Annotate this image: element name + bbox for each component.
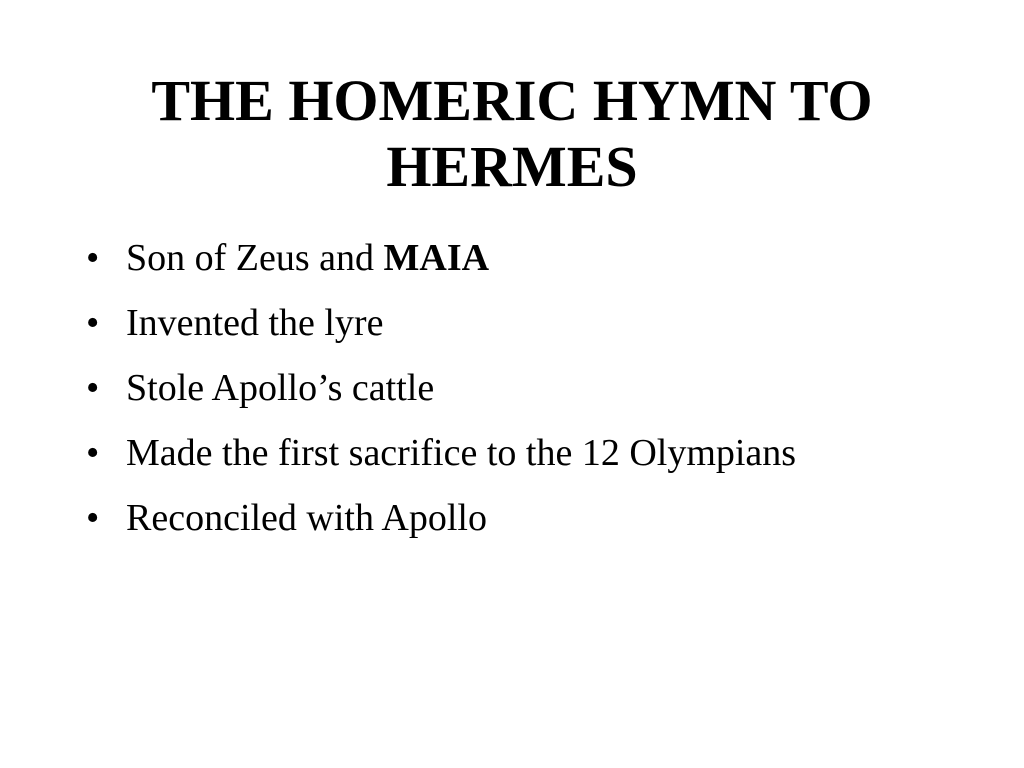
bullet-item-cattle	[86, 356, 986, 421]
bullet-text: Made the first sacrifice to the 12 Olympians	[126, 432, 797, 474]
bullet-item-lyre	[86, 291, 986, 356]
bullet-icon: •	[86, 497, 100, 539]
bullet-list	[86, 226, 986, 551]
bullet-icon: •	[86, 302, 100, 344]
bullet-item-reconciled	[86, 486, 986, 551]
bullet-text: Stole Apollo’s cattle	[126, 367, 435, 409]
bullet-item-sacrifice	[86, 421, 986, 486]
slide-title-line-2: HERMES	[386, 134, 638, 199]
bullet-icon: •	[86, 367, 100, 409]
slide-title	[60, 68, 964, 200]
bullet-text: Invented the lyre	[126, 302, 384, 344]
bullet-emphasis: MAIA	[383, 237, 490, 279]
bullet-text: Reconciled with Apollo	[126, 497, 487, 539]
bullet-item-parentage	[86, 226, 986, 291]
slide-title-line-1: THE HOMERIC HYMN TO	[151, 68, 873, 133]
bullet-icon: •	[86, 237, 100, 279]
bullet-icon: •	[86, 432, 100, 474]
bullet-text: Son of Zeus and	[126, 237, 384, 279]
